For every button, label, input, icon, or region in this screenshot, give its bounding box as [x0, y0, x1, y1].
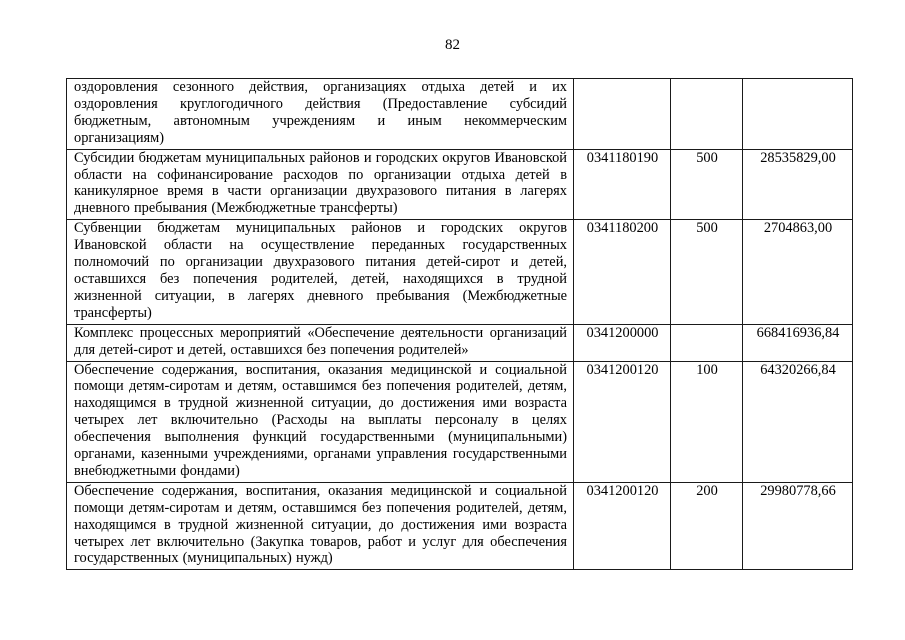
row-name-cell: Субвенции бюджетам муниципальных районов и городских округов Ивановской области на осуществление переданных государственных полномочий по организации двухразового питания детей-сирот и детей, оставшихся без попечения родителей, детей, находящихся в трудной жизненной ситуации, в лагерях дневного пребывания (Межбюджетные трансферты) — [67, 220, 574, 324]
budget-table — [66, 78, 853, 570]
page-number: 82 — [445, 37, 460, 53]
table-row — [67, 324, 853, 361]
row-amount-cell: 28535829,00 — [743, 149, 853, 220]
table-row — [67, 482, 853, 570]
row-amount-cell — [743, 79, 853, 150]
row-vr-cell: 100 — [671, 361, 743, 482]
table-row — [67, 149, 853, 220]
row-name-cell: оздоровления сезонного действия, организациях отдыха детей и их оздоровления круглогодичного действия (Предоставление субсидий бюджетным, автономным учреждениям и иным некоммерческим организациям) — [67, 79, 574, 150]
table-row — [67, 79, 853, 150]
row-name-cell: Обеспечение содержания, воспитания, оказания медицинской и социальной помощи детям-сиротам и детям, оставшимся без попечения родителей, детям, находящимся в трудной жизненной ситуации, до достижения ими возраста четырех лет включительно (Расходы на выплаты персоналу в целях обеспечения выполнения функций государственными (муниципальными) органами, казенными учреждениями, органами управления государственными внебюджетными фондами) — [67, 361, 574, 482]
row-vr-cell: 200 — [671, 482, 743, 570]
row-code-cell — [574, 79, 671, 150]
table-row — [67, 361, 853, 482]
row-code-cell: 0341180200 — [574, 220, 671, 324]
row-code-cell: 0341200120 — [574, 361, 671, 482]
row-amount-cell: 64320266,84 — [743, 361, 853, 482]
row-vr-cell: 500 — [671, 149, 743, 220]
row-code-cell: 0341200120 — [574, 482, 671, 570]
row-vr-cell: 500 — [671, 220, 743, 324]
row-name-cell: Субсидии бюджетам муниципальных районов и городских округов Ивановской области на софинансирование расходов по организации отдыха детей в каникулярное время в части организации двухразового питания в лагерях дневного пребывания (Межбюджетные трансферты) — [67, 149, 574, 220]
row-amount-cell: 2704863,00 — [743, 220, 853, 324]
row-name-cell: Обеспечение содержания, воспитания, оказания медицинской и социальной помощи детям-сиротам и детям, оставшимся без попечения родителей, детям, находящимся в трудной жизненной ситуации, до достижения ими возраста четырех лет включительно (Закупка товаров, работ и услуг для обеспечения государственных (муниципальных) нужд) — [67, 482, 574, 570]
row-amount-cell: 29980778,66 — [743, 482, 853, 570]
row-amount-cell: 668416936,84 — [743, 324, 853, 361]
row-vr-cell — [671, 324, 743, 361]
row-code-cell: 0341180190 — [574, 149, 671, 220]
table-row — [67, 220, 853, 324]
row-name-cell: Комплекс процессных мероприятий «Обеспечение деятельности организаций для детей-сирот и детей, оставшихся без попечения родителей» — [67, 324, 574, 361]
row-code-cell: 0341200000 — [574, 324, 671, 361]
row-vr-cell — [671, 79, 743, 150]
